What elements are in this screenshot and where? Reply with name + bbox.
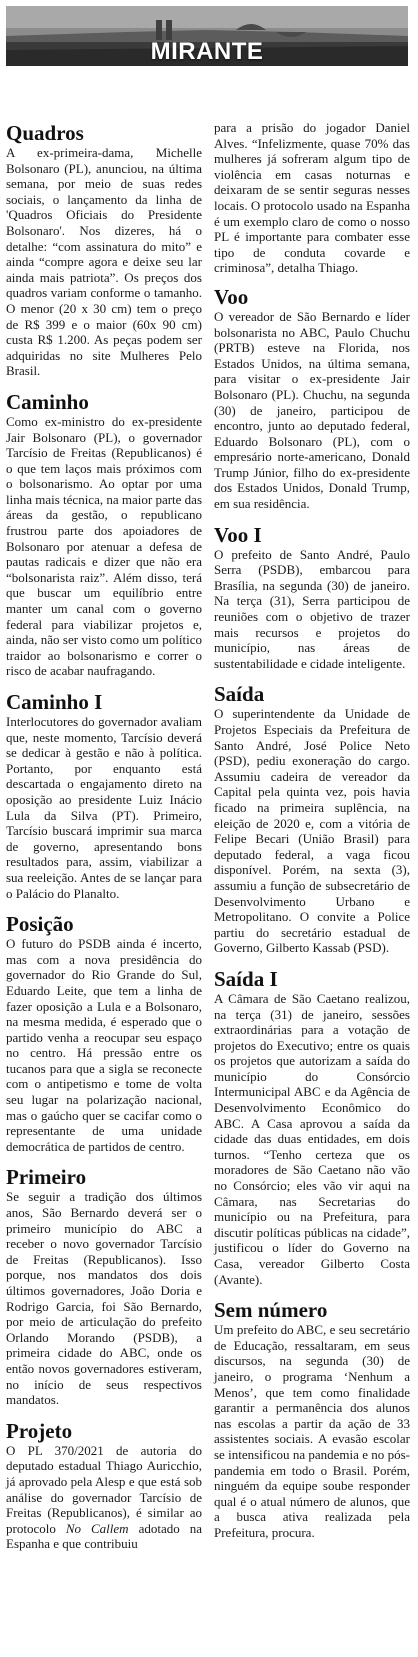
note-body-text: O PL 370/2021 de autoria do deputado estadual Thiago Auricchio, já aprovado pela Alesp e que está sob análise do governador Tarcísio de Freitas (Republicanos), é similar ao protocolo [6, 1442, 202, 1536]
note-heading: Caminho I [6, 690, 103, 714]
note-posicao [6, 913, 202, 1154]
note-body: O futuro do PSDB ainda é incerto, mas com a nova presidência do governador do Rio Grande do Sul, Eduardo Leite, que tem a linha de fazer oposição a Lula e a Bolsonaro, na mesma medida, é esperado que o partido venha a reocupar seu espaço no centro. Há pressão entre os tucanos para que a sigla se reconecte com o antipetismo e tome de volta seu lugar na polarização nacional, mas o gaúcho quer se cacifar como o representante de uma unidade democrática de partidos de centro. [6, 936, 202, 1154]
column-title: MIRANTE [150, 38, 264, 65]
note-heading: Primeiro [6, 1165, 87, 1190]
note-heading: Voo I [214, 522, 262, 547]
note-body: O prefeito de Santo André, Paulo Serra (PSDB), embarcou para Brasília, na segunda (30) de janeiro. Na terça (31), Serra participou de reuniões com o objetivo de trazer mais recursos e projetos do município, nas áreas de sustentabilidade e cidade inteligente. [214, 546, 410, 671]
note-projeto-continuation [214, 120, 410, 276]
note-body: A Câmara de São Caetano realizou, na terça (31) de janeiro, sessões extraordinárias para a votação de projetos do Executivo; entre os quais os projetos que autorizam a saída do município do Consórcio Intermunicipal ABC e da Agência de Desenvolvimento Econômico do ABC. A Casa aprovou a saída da cidade das duas entidades, em dois turnos. “Tenho certeza que os moradores de São Caetano não vão no Consórcio; eles vão vir aqui na Câmara, nas Secretarias do município ou na Prefeitura, para discutir políticas públicas na cidade”, justificou o líder do Governo na Casa, vereador Gilberto Costa (Avante). [214, 990, 410, 1287]
note-sem-numero [214, 1299, 410, 1540]
note-body: O vereador de São Bernardo e líder bolsonarista no ABC, Paulo Chuchu (PRTB) esteve na Florida, nos Estados Unidos, na última semana, para visitar o ex-presidente Jair Bolsonaro (PL). Chuchu, na segunda (30) de janeiro, participou de encontro, junto ao deputado federal, Eduardo Bolsonaro (PL), com o empresário norte-americano, Donald Trump Júnior, filho do ex-presidente dos Estados Unidos, Donald Trump, em sua residência. [214, 308, 410, 512]
note-heading: Quadros [6, 121, 84, 145]
note-heading: Sem número [214, 1298, 328, 1323]
note-voo [214, 286, 410, 512]
note-body-text: adotado na Espanha e que contribuiu [6, 1520, 202, 1552]
note-heading: Saída [214, 682, 265, 707]
note-caminho [6, 391, 202, 679]
note-body: Interlocutores do governador avaliam que, neste momento, Tarcísio deverá se dedicar à gestão e não à política. Portanto, por enquanto está descartada o engajamento direto na oposição ao presidente Luiz Inácio Lula da Silva (PT). Primeiro, Tarcísio buscará imprimir sua marca de governo, apresentando bons resultados para, assim, viabilizar a sua reeleição. Antes de se lançar para o Palácio do Planalto. [6, 714, 202, 901]
note-heading: Voo [214, 284, 249, 309]
note-body: Se seguir a tradição dos últimos anos, São Bernardo deverá ser o primeiro município do ABC a receber o novo governador Tarcísio de Freitas (Republicanos). Isso porque, nos mandatos dos dois últimos governadores, João Doria e Rodrigo Garcia, foi São Bernardo, por meio de articulação do prefeito Orlando Morando (PSDB), a primeira cidade do ABC, onde os então novos governadores estiveram, no início de seus respectivos mandatos. [6, 1189, 202, 1408]
column-banner [6, 6, 408, 66]
note-body: Como ex-ministro do ex-presidente Jair Bolsonaro (PL), o governador Tarcísio de Freitas (Republicanos) é o que tem laços mais próximos com o bolsonarismo. Ao optar por uma linha mais técnica, na maior parte das áreas da gestão, o republicano frustrou parte dos apoiadores de Bolsonaro por atenuar a defesa de pautas radicais e dizer que não era “bolsonarista raiz”. Além disso, terá que buscar um equilíbrio entre manter um canal com o governo federal para viabilizar projetos e, ainda, não ser visto como um político traidor ao bolsonarismo e correr o risco de acabar naufragando. [6, 413, 203, 679]
left-column [6, 122, 202, 1564]
note-body: Um prefeito do ABC, e seu secretário de Educação, ressaltaram, em seus discursos, na segunda (30) de janeiro, o programa ‘Nenhum a Menos’, que tem como finalidade garantir a permanência dos alunos nas escolas a partir da ação de 33 assistentes sociais. A evasão escolar se intensificou na pandemia e no pós-pandemia em todo o Brasil. Porém, ninguém da equipe soube responder qual é o atual número de alunos, que a busca ativa realizada pela Prefeitura, procura. [214, 1322, 410, 1540]
note-body: A ex-primeira-dama, Michelle Bolsonaro (PL), anunciou, na última semana, por meio de suas redes sociais, o lançamento da linha de 'Quadros Oficiais do Presidente Bolsonaro'. Nos dizeres, há o detalhe: “com assinatura do mito” e ainda “compre agora e deixe seu lar ainda mais patriota”. Os preços dos quadros variam conforme o tamanho. O menor (20 x 30 cm) tem o preço de R$ 399 e o maior (60x 90 cm) custa R$ 1.200. As peças podem ser adquiridas no site Mulheres Pelo Brasil. [6, 145, 202, 379]
note-heading: Saída I [214, 966, 278, 991]
note-saida [214, 683, 410, 956]
note-voo-i [214, 524, 410, 672]
note-heading: Posição [6, 912, 74, 937]
note-body: para a prisão do jogador Daniel Alves. “Infelizmente, quase 70% das mulheres já sofreram algum tipo de violência em casas noturnas e deixaram de se sentir seguras nesses locais. O protocolo usado na Espanha é um exemplo claro de como o nosso PL é importante para combater esse tipo de conduta covarde e criminosa”, detalha Thiago. [214, 120, 410, 276]
right-column [214, 120, 410, 1553]
note-primeiro [6, 1166, 202, 1407]
note-body [6, 1443, 202, 1552]
note-body-emphasis: No Callem [65, 1520, 129, 1536]
note-caminho-i [6, 691, 202, 901]
note-heading: Projeto [6, 1418, 73, 1443]
note-projeto [6, 1420, 202, 1552]
note-saida-i [214, 968, 410, 1287]
note-body: O superintendente da Unidade de Projetos Especiais da Prefeitura de Santo André, José Police Neto (PSD), pediu exoneração do cargo. Assumiu cadeira de vereador da Capital pela quinta vez, pois havia ficado na primeira suplência, na eleição de 2020 e, com a vitória de Felipe Becari (União Brasil) para deputado federal, a vaga ficou disponível. Porém, na sexta (3), assumiu a função de subsecretário de Desenvolvimento Urbano e Metropolitano. O convite a Police partiu do secretário estadual de Governo, Gilberto Kassab (PSD). [214, 706, 410, 956]
note-heading: Caminho [6, 389, 89, 414]
note-quadros [6, 122, 202, 379]
